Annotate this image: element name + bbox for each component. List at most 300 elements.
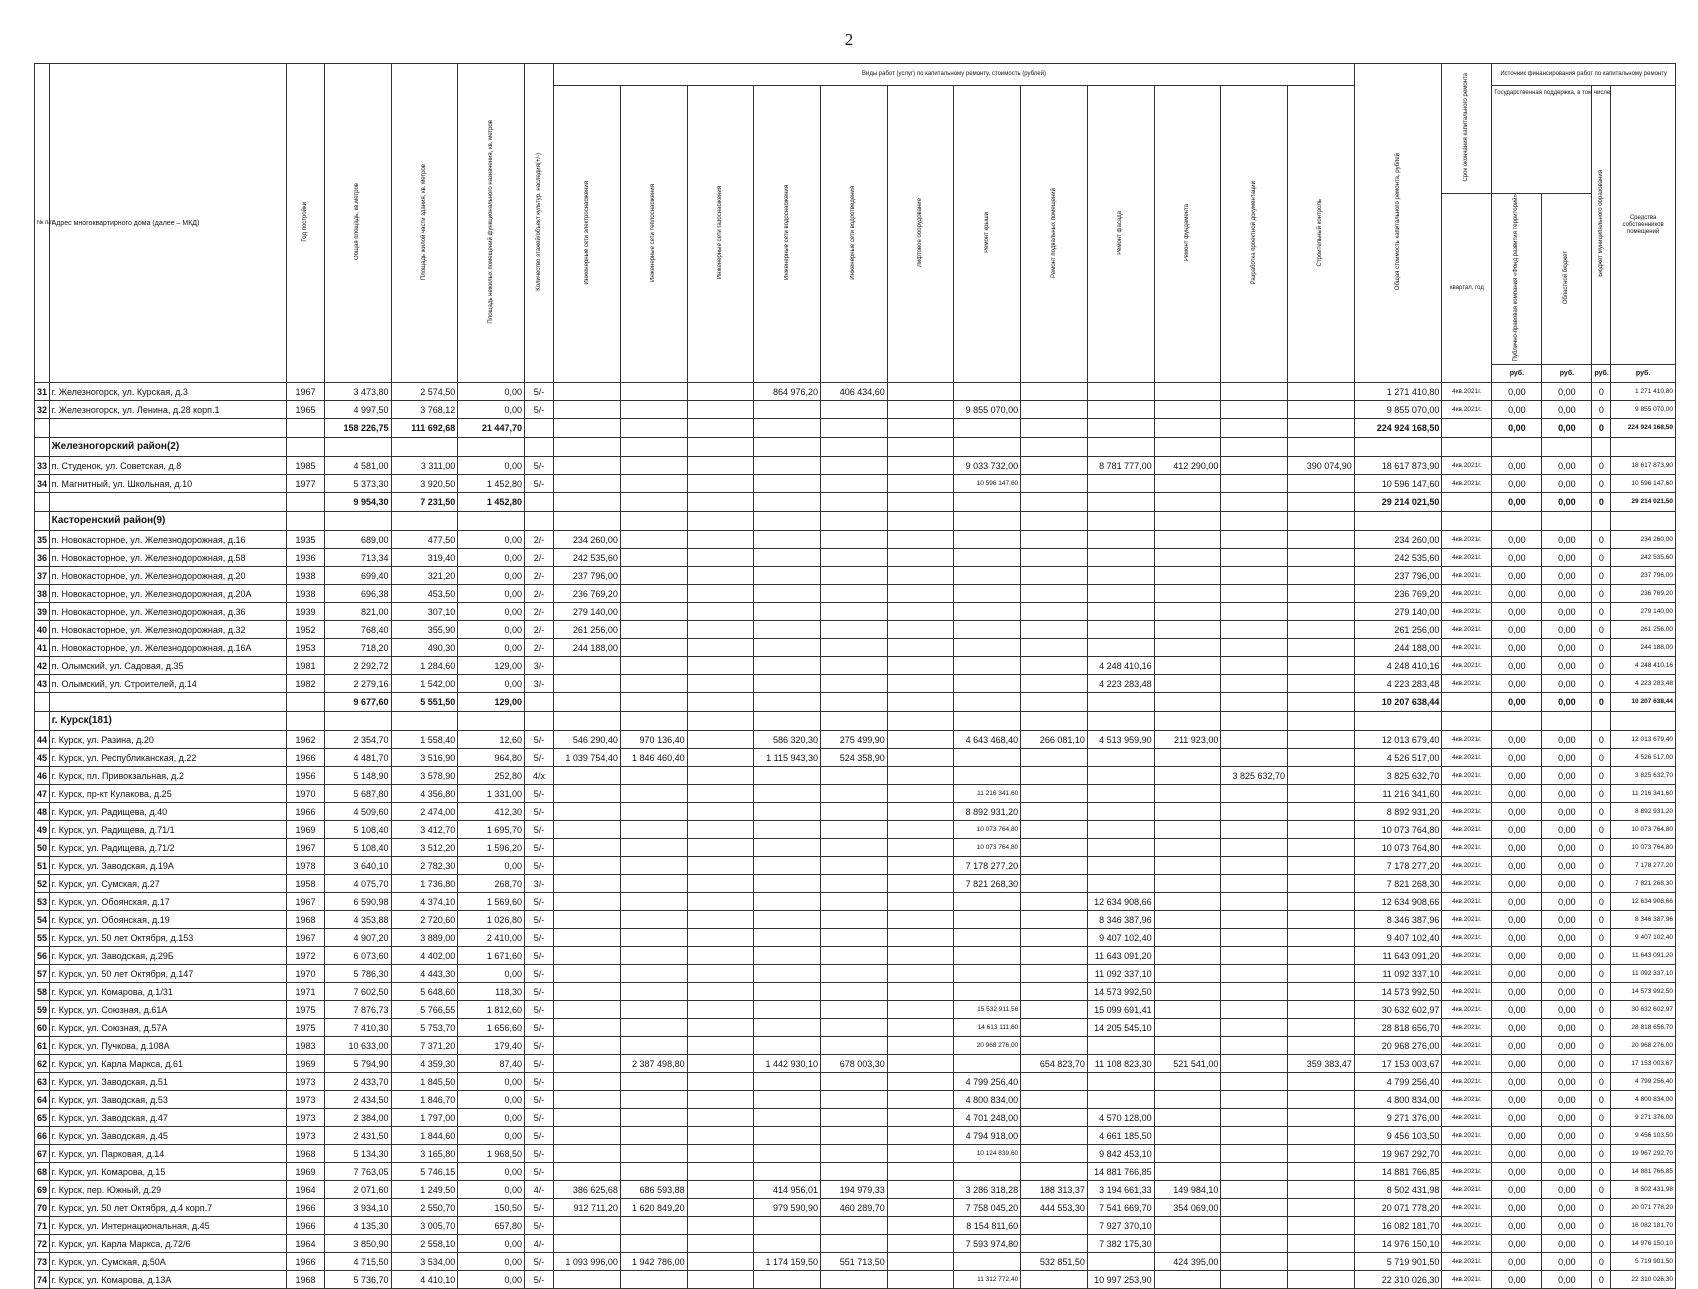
total-area: 2 292,72 — [324, 657, 391, 675]
deadline: 4кв.2021г. — [1442, 749, 1492, 767]
header-work-water: Инженерные сети водоснабжения — [754, 86, 821, 383]
work-cost-cell: 211 923,00 — [1154, 731, 1221, 749]
fund-amount: 0,00 — [1492, 475, 1542, 493]
owners-amount: 8 346 387,96 — [1611, 911, 1676, 929]
work-cost-cell — [1154, 839, 1221, 857]
work-cost-cell — [1021, 857, 1088, 875]
work-cost-cell — [620, 929, 687, 947]
work-cost-cell — [1221, 785, 1288, 803]
total-area: 4 997,50 — [324, 401, 391, 419]
year: 1967 — [287, 383, 325, 401]
work-cost-cell — [954, 893, 1021, 911]
work-cost-cell — [887, 1253, 954, 1271]
nonres-area: 0,00 — [458, 621, 525, 639]
work-cost-cell — [887, 549, 954, 567]
work-cost-cell — [821, 493, 888, 512]
work-cost-cell — [687, 1163, 754, 1181]
regional-amount: 0,00 — [1542, 639, 1592, 657]
work-cost-cell — [620, 965, 687, 983]
work-cost-cell: 386 625,68 — [554, 1181, 621, 1199]
municipal-amount: 0 — [1592, 929, 1611, 947]
row-number: 54 — [35, 911, 50, 929]
regional-amount: 0,00 — [1542, 603, 1592, 621]
work-cost-cell — [887, 493, 954, 512]
floors-cell — [524, 493, 553, 512]
nonres-area: 252,80 — [458, 767, 525, 785]
year: 1969 — [287, 1055, 325, 1073]
subtotal-row — [35, 419, 1676, 438]
work-cost-cell — [1288, 839, 1355, 857]
empty-cell — [687, 438, 754, 457]
work-cost-cell — [1154, 1235, 1221, 1253]
work-cost-cell — [687, 675, 754, 693]
floors: 5/- — [524, 383, 553, 401]
year: 1936 — [287, 549, 325, 567]
floors: 5/- — [524, 457, 553, 475]
work-cost-cell: 1 442 930,10 — [754, 1055, 821, 1073]
work-cost-cell — [821, 839, 888, 857]
deadline: 4кв.2021г. — [1442, 1145, 1492, 1163]
work-cost-cell — [1021, 983, 1088, 1001]
row-number: 37 — [35, 567, 50, 585]
fund-amount: 0,00 — [1492, 839, 1542, 857]
nonres-area: 1 812,60 — [458, 1001, 525, 1019]
year: 1977 — [287, 475, 325, 493]
address: г. Курск, пр-кт Кулакова, д.25 — [49, 785, 287, 803]
floors: 5/- — [524, 785, 553, 803]
table-row — [35, 1019, 1676, 1037]
table-row — [35, 821, 1676, 839]
regional-amount: 0,00 — [1542, 657, 1592, 675]
work-cost-cell — [620, 419, 687, 438]
work-cost-cell — [1154, 419, 1221, 438]
work-cost-cell — [620, 1271, 687, 1289]
work-cost-cell — [620, 621, 687, 639]
work-cost-cell: 10 073 764,80 — [954, 821, 1021, 839]
total-cost: 30 632 602,97 — [1354, 1001, 1442, 1019]
work-cost-cell — [687, 803, 754, 821]
fund-amount: 0,00 — [1492, 1145, 1542, 1163]
work-cost-cell — [754, 457, 821, 475]
work-cost-cell — [1087, 1037, 1154, 1055]
empty-cell — [821, 712, 888, 731]
work-cost-cell: 1 942 786,00 — [620, 1253, 687, 1271]
work-cost-cell — [754, 821, 821, 839]
regional-amount: 0,00 — [1542, 749, 1592, 767]
regional-amount: 0,00 — [1542, 1145, 1592, 1163]
owners-amount: 242 535,60 — [1611, 549, 1676, 567]
work-cost-cell — [1021, 929, 1088, 947]
work-cost-cell — [754, 585, 821, 603]
living-area: 1 736,80 — [391, 875, 458, 893]
work-cost-cell — [1087, 475, 1154, 493]
year: 1978 — [287, 857, 325, 875]
empty-cell — [1492, 512, 1542, 531]
work-cost-cell — [554, 875, 621, 893]
work-cost-cell — [887, 585, 954, 603]
work-cost-cell — [554, 657, 621, 675]
work-cost-cell — [687, 639, 754, 657]
fund-amount: 0,00 — [1492, 1235, 1542, 1253]
row-number: 38 — [35, 585, 50, 603]
work-cost-cell — [1154, 857, 1221, 875]
work-cost-cell — [620, 893, 687, 911]
work-cost-cell — [887, 1271, 954, 1289]
regional-amount: 0,00 — [1542, 1055, 1592, 1073]
fund-amount: 0,00 — [1492, 383, 1542, 401]
year: 1958 — [287, 875, 325, 893]
owners-amount: 11 216 341,60 — [1611, 785, 1676, 803]
subtotal-fund: 0,00 — [1492, 419, 1542, 438]
work-cost-cell — [1288, 893, 1355, 911]
work-cost-cell — [1021, 603, 1088, 621]
owners-amount: 14 573 992,50 — [1611, 983, 1676, 1001]
fund-amount: 0,00 — [1492, 1055, 1542, 1073]
work-cost-cell — [687, 1019, 754, 1037]
row-number: 73 — [35, 1253, 50, 1271]
fund-amount: 0,00 — [1492, 749, 1542, 767]
empty-cell — [287, 438, 325, 457]
work-cost-cell — [1154, 983, 1221, 1001]
total-area: 5 736,70 — [324, 1271, 391, 1289]
table-row — [35, 983, 1676, 1001]
address: г. Курск, ул. Комарова, д.15 — [49, 1163, 287, 1181]
row-number: 47 — [35, 785, 50, 803]
total-cost: 5 719 901,50 — [1354, 1253, 1442, 1271]
header-unit-rub: руб. — [1492, 365, 1542, 383]
total-cost: 11 643 091,20 — [1354, 947, 1442, 965]
fund-amount: 0,00 — [1492, 603, 1542, 621]
municipal-amount: 0 — [1592, 1001, 1611, 1019]
work-cost-cell — [687, 531, 754, 549]
total-cost: 10 073 764,80 — [1354, 839, 1442, 857]
work-cost-cell — [1154, 1001, 1221, 1019]
address: п. Новокасторное, ул. Железнодорожная, д.36 — [49, 603, 287, 621]
empty-cell — [1442, 438, 1492, 457]
work-cost-cell — [754, 401, 821, 419]
address: г. Курск, ул. Заводская, д.45 — [49, 1127, 287, 1145]
nonres-area: 0,00 — [458, 1127, 525, 1145]
work-cost-cell — [1221, 457, 1288, 475]
total-area: 2 071,60 — [324, 1181, 391, 1199]
work-cost-cell — [1288, 675, 1355, 693]
empty-cell — [1592, 438, 1611, 457]
regional-amount: 0,00 — [1542, 1271, 1592, 1289]
living-area: 1 284,60 — [391, 657, 458, 675]
table-row — [35, 839, 1676, 857]
work-cost-cell — [1021, 893, 1088, 911]
fund-amount: 0,00 — [1492, 911, 1542, 929]
work-cost-cell — [1154, 749, 1221, 767]
municipal-amount: 0 — [1592, 603, 1611, 621]
work-cost-cell — [954, 983, 1021, 1001]
total-cost: 12 013 679,40 — [1354, 731, 1442, 749]
work-cost-cell — [1221, 621, 1288, 639]
work-cost-cell — [887, 857, 954, 875]
row-number: 72 — [35, 1235, 50, 1253]
work-cost-cell: 244 188,00 — [554, 639, 621, 657]
total-area: 4 907,20 — [324, 929, 391, 947]
work-cost-cell — [554, 401, 621, 419]
work-cost-cell — [1221, 657, 1288, 675]
work-cost-cell — [1087, 1073, 1154, 1091]
work-cost-cell — [687, 1235, 754, 1253]
work-cost-cell — [954, 621, 1021, 639]
work-cost-cell — [1221, 1235, 1288, 1253]
empty-cell — [1354, 712, 1442, 731]
work-cost-cell — [1288, 749, 1355, 767]
work-cost-cell — [1288, 693, 1355, 712]
work-cost-cell — [1021, 767, 1088, 785]
year: 1966 — [287, 1217, 325, 1235]
table-row — [35, 1235, 1676, 1253]
work-cost-cell: 7 593 974,80 — [954, 1235, 1021, 1253]
work-cost-cell: 14 205 545,10 — [1087, 1019, 1154, 1037]
year: 1965 — [287, 401, 325, 419]
row-number: 34 — [35, 475, 50, 493]
work-cost-cell — [620, 983, 687, 1001]
table-row — [35, 893, 1676, 911]
work-cost-cell — [887, 457, 954, 475]
total-cost: 11 216 341,60 — [1354, 785, 1442, 803]
regional-amount: 0,00 — [1542, 585, 1592, 603]
work-cost-cell — [821, 1271, 888, 1289]
work-cost-cell — [821, 767, 888, 785]
floors: 4/x — [524, 767, 553, 785]
deadline: 4кв.2021г. — [1442, 803, 1492, 821]
empty-cell — [1542, 712, 1592, 731]
work-cost-cell — [1154, 585, 1221, 603]
work-cost-cell — [754, 1109, 821, 1127]
deadline: 4кв.2021г. — [1442, 603, 1492, 621]
work-cost-cell — [554, 1109, 621, 1127]
work-cost-cell — [1021, 585, 1088, 603]
work-cost-cell — [754, 549, 821, 567]
work-cost-cell — [1288, 1271, 1355, 1289]
work-cost-cell — [1288, 621, 1355, 639]
work-cost-cell — [821, 693, 888, 712]
work-cost-cell — [1221, 675, 1288, 693]
empty-cell — [754, 512, 821, 531]
empty-cell — [324, 512, 391, 531]
deadline: 4кв.2021г. — [1442, 621, 1492, 639]
nonres-area: 0,00 — [458, 1271, 525, 1289]
work-cost-cell: 15 099 691,41 — [1087, 1001, 1154, 1019]
year: 1969 — [287, 821, 325, 839]
work-cost-cell — [1288, 603, 1355, 621]
work-cost-cell — [754, 621, 821, 639]
fund-amount: 0,00 — [1492, 875, 1542, 893]
work-cost-cell: 3 286 318,28 — [954, 1181, 1021, 1199]
header-living-area: Площадь жилой части здания, кв. метров — [391, 64, 458, 383]
work-cost-cell — [754, 693, 821, 712]
work-cost-cell — [1154, 693, 1221, 712]
work-cost-cell — [821, 929, 888, 947]
year: 1970 — [287, 965, 325, 983]
header-work-design-docs: Разработка проектной документации — [1221, 86, 1288, 383]
floors: 5/- — [524, 929, 553, 947]
total-area: 696,38 — [324, 585, 391, 603]
total-area: 5 108,40 — [324, 821, 391, 839]
total-area: 3 934,10 — [324, 1199, 391, 1217]
nonres-area: 1 695,70 — [458, 821, 525, 839]
owners-amount: 12 634 908,66 — [1611, 893, 1676, 911]
floors: 3/- — [524, 675, 553, 693]
address: г. Курск, ул. Сумская, д.27 — [49, 875, 287, 893]
nonres-area: 0,00 — [458, 1073, 525, 1091]
table-row — [35, 1073, 1676, 1091]
living-area: 2 558,10 — [391, 1235, 458, 1253]
nonres-area: 1 569,60 — [458, 893, 525, 911]
work-cost-cell — [1154, 1217, 1221, 1235]
work-cost-cell — [687, 1091, 754, 1109]
table-row — [35, 767, 1676, 785]
work-cost-cell — [887, 983, 954, 1001]
total-cost: 14 881 766,85 — [1354, 1163, 1442, 1181]
work-cost-cell — [687, 1271, 754, 1289]
work-cost-cell: 4 223 283,48 — [1087, 675, 1154, 693]
work-cost-cell — [754, 1073, 821, 1091]
work-cost-cell — [1288, 767, 1355, 785]
nonres-area: 0,00 — [458, 1109, 525, 1127]
fund-amount: 0,00 — [1492, 1037, 1542, 1055]
work-cost-cell — [554, 693, 621, 712]
subtotal-total-area: 9 954,30 — [324, 493, 391, 512]
work-cost-cell — [1087, 567, 1154, 585]
subtotal-sum: 29 214 021,50 — [1354, 493, 1442, 512]
year: 1969 — [287, 1163, 325, 1181]
nonres-area: 0,00 — [458, 675, 525, 693]
empty-cell — [1154, 512, 1221, 531]
work-cost-cell — [954, 1253, 1021, 1271]
empty-cell — [1592, 512, 1611, 531]
work-cost-cell: 234 260,00 — [554, 531, 621, 549]
work-cost-cell — [620, 1109, 687, 1127]
subtotal-total-area: 9 677,60 — [324, 693, 391, 712]
table-row — [35, 1109, 1676, 1127]
empty-cell — [887, 712, 954, 731]
work-cost-cell — [554, 1271, 621, 1289]
floors: 2/- — [524, 549, 553, 567]
table-row — [35, 621, 1676, 639]
work-cost-cell: 236 769,20 — [554, 585, 621, 603]
address: п. Новокасторное, ул. Железнодорожная, д.16 — [49, 531, 287, 549]
total-area: 2 434,50 — [324, 1091, 391, 1109]
header-deadline-unit: квартал, год — [1442, 194, 1492, 383]
work-cost-cell — [954, 549, 1021, 567]
nonres-area: 129,00 — [458, 657, 525, 675]
work-cost-cell — [887, 749, 954, 767]
work-cost-cell: 551 713,50 — [821, 1253, 888, 1271]
floors: 5/- — [524, 1055, 553, 1073]
work-cost-cell — [887, 1235, 954, 1253]
work-cost-cell: 7 541 669,70 — [1087, 1199, 1154, 1217]
work-cost-cell — [1021, 1235, 1088, 1253]
floors: 5/- — [524, 1109, 553, 1127]
work-cost-cell: 406 434,60 — [821, 383, 888, 401]
year: 1938 — [287, 585, 325, 603]
nonres-area: 0,00 — [458, 383, 525, 401]
work-cost-cell — [687, 767, 754, 785]
municipal-amount: 0 — [1592, 1163, 1611, 1181]
total-cost: 234 260,00 — [1354, 531, 1442, 549]
empty-cell — [1087, 438, 1154, 457]
work-cost-cell — [554, 1073, 621, 1091]
work-cost-cell — [887, 893, 954, 911]
living-area: 355,90 — [391, 621, 458, 639]
living-area: 3 889,00 — [391, 929, 458, 947]
work-cost-cell — [554, 893, 621, 911]
living-area: 490,30 — [391, 639, 458, 657]
table-row — [35, 457, 1676, 475]
regional-amount: 0,00 — [1542, 475, 1592, 493]
work-cost-cell — [620, 675, 687, 693]
work-cost-cell — [687, 549, 754, 567]
work-cost-cell — [1154, 1145, 1221, 1163]
year: 1972 — [287, 947, 325, 965]
work-cost-cell: 8 154 811,60 — [954, 1217, 1021, 1235]
living-area: 477,50 — [391, 531, 458, 549]
work-cost-cell — [754, 1001, 821, 1019]
empty-cell — [524, 712, 553, 731]
living-area: 5 753,70 — [391, 1019, 458, 1037]
work-cost-cell — [620, 603, 687, 621]
work-cost-cell — [1154, 1019, 1221, 1037]
municipal-amount: 0 — [1592, 475, 1611, 493]
work-cost-cell — [1087, 839, 1154, 857]
municipal-amount: 0 — [1592, 1091, 1611, 1109]
work-cost-cell — [954, 693, 1021, 712]
owners-amount: 8 502 431,98 — [1611, 1181, 1676, 1199]
header-regional-budget: Областной бюджет — [1542, 194, 1592, 365]
work-cost-cell: 678 003,30 — [821, 1055, 888, 1073]
year: 1939 — [287, 603, 325, 621]
year: 1952 — [287, 621, 325, 639]
work-cost-cell — [887, 531, 954, 549]
owners-amount: 279 140,00 — [1611, 603, 1676, 621]
work-cost-cell: 9 842 453,10 — [1087, 1145, 1154, 1163]
municipal-amount: 0 — [1592, 1199, 1611, 1217]
owners-amount: 4 248 410,16 — [1611, 657, 1676, 675]
empty-cell — [287, 512, 325, 531]
work-cost-cell — [1087, 383, 1154, 401]
total-cost: 236 769,20 — [1354, 585, 1442, 603]
work-cost-cell — [754, 1217, 821, 1235]
municipal-amount: 0 — [1592, 657, 1611, 675]
work-cost-cell — [821, 1145, 888, 1163]
regional-amount: 0,00 — [1542, 383, 1592, 401]
floors: 5/- — [524, 821, 553, 839]
work-cost-cell: 864 976,20 — [754, 383, 821, 401]
work-cost-cell — [821, 1091, 888, 1109]
work-cost-cell — [1154, 965, 1221, 983]
municipal-amount: 0 — [1592, 401, 1611, 419]
work-cost-cell: 275 499,90 — [821, 731, 888, 749]
work-cost-cell — [821, 1235, 888, 1253]
work-cost-cell: 412 290,00 — [1154, 457, 1221, 475]
header-work-electric: Инженерные сети электроснабжения — [554, 86, 621, 383]
region-header-row — [35, 512, 1676, 531]
floors: 5/- — [524, 1037, 553, 1055]
nonres-area: 0,00 — [458, 857, 525, 875]
work-cost-cell — [1021, 911, 1088, 929]
row-number: 35 — [35, 531, 50, 549]
address: г. Курск, ул. Интернациональная, д.45 — [49, 1217, 287, 1235]
work-cost-cell — [1288, 1073, 1355, 1091]
work-cost-cell — [1087, 493, 1154, 512]
nonres-area: 0,00 — [458, 549, 525, 567]
empty-cell — [1154, 712, 1221, 731]
